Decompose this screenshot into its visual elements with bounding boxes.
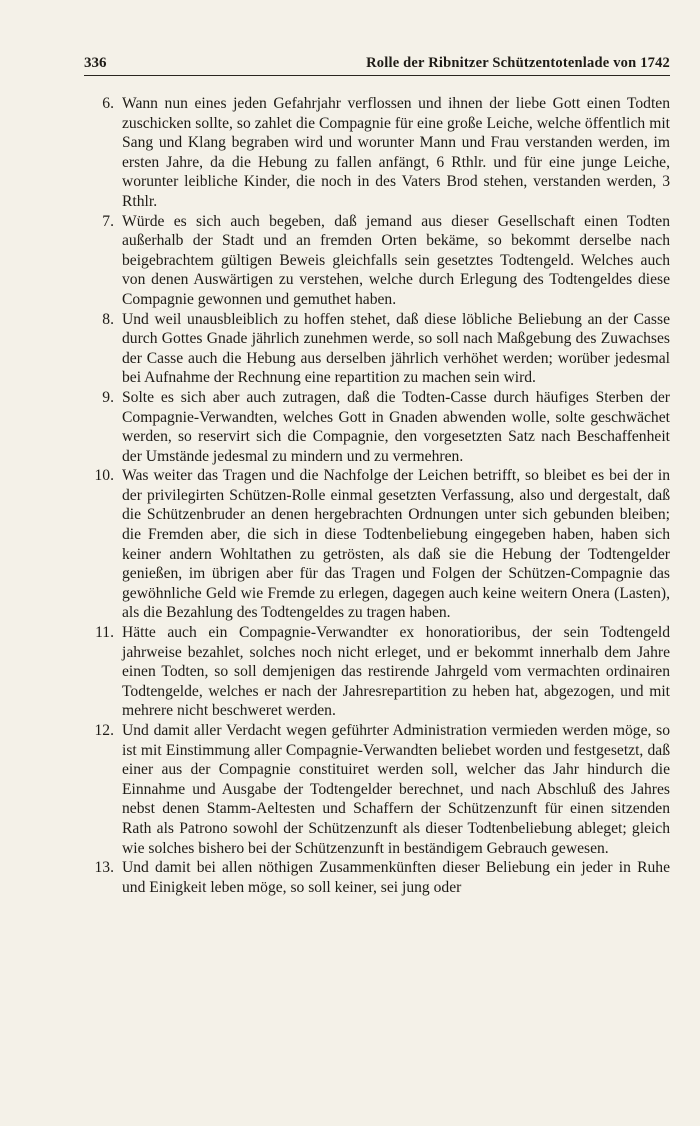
article-7 [84, 212, 670, 310]
article-number: 6. [102, 95, 114, 112]
article-text: Und weil unausbleiblich zu hoffen stehet, daß diese löbliche Beliebung an der Casse durch Gottes Gnade jährlich zunehmen werde, so soll nach Maßgebung des Zuwachses der Casse auch die Hebung aus derselben jährlich verhöhet werden; worüber jedesmal bei Aufnahme der Rechnung eine repartition zu machen sein wird. [122, 310, 670, 387]
article-text: Was weiter das Tragen und die Nachfolge der Leichen betrifft, so bleibet es bei der in der privilegirten Schützen-Rolle einmal gesetzten Verfassung, also und dergestalt, daß die Schützenbruder an denen hergebrachten Ordnungen unter sich gebunden bleiben; die Fremden aber, die sich in diese Todtenbeliebung eingegeben haben, haben sich keiner andern Wohltathen zu getrösten, als daß sie die Hebung der Todtengelder genießen, im übrigen aber für das Tragen und Folgen der Schützen-Compagnie das gewöhnliche Geld wie Fremde zu erlegen, dagegen auch keine weitern Onera (Lasten), als die Bezahlung des Todtengeldes zu tragen haben. [122, 467, 670, 622]
article-13 [84, 858, 670, 897]
article-number: 7. [102, 212, 114, 230]
article-list [84, 94, 670, 897]
article-text: Und damit bei allen nöthigen Zusammenkünften dieser Beliebung ein jeder in Ruhe und Einigkeit leben möge, so soll keiner, sei jung oder [122, 859, 670, 896]
article-number: 12. [94, 722, 114, 739]
article-text: Hätte auch ein Compagnie-Verwandter ex honoratioribus, der sein Todtengeld jahrweise bezahlet, solches noch nicht erleget, und er bekommt innerhalb dem Jahre einen Todten, so soll demjenigen das restirende Jahrgeld vom vermachten ordinairen Todtengelde, welches er nach der Jahresrepartition zu heben hat, abgezogen, und mit mehrere nicht beschweret werden. [122, 624, 670, 720]
article-12 [84, 721, 670, 858]
article-text: Und damit aller Verdacht wegen geführter Administration vermieden werden möge, so ist mit Einstimmung aller Compagnie-Verwandten beliebet worden und festgesetzt, daß einer aus der Compagnie constituiret werden soll, welcher das Jahr hindurch die Einnahme und Ausgabe der Todtengelder berechnet, und nach Abschluß des Jahres nebst denen Stamm-Aeltesten und Schaffern der Schützenzunft für einen sitzenden Rath als Patrono sowohl der Schützenzunft als dieser Todtenbeliebung ableget; gleich wie solches bishero bei der Schützenzunft in beständigem Gebrauch gewesen. [122, 722, 670, 857]
running-title: Rolle der Ribnitzer Schützentotenlade von 1742 [366, 55, 670, 71]
page-header [84, 53, 670, 76]
article-number: 13. [94, 859, 114, 877]
page-number: 336 [84, 55, 107, 71]
article-text: Würde es sich auch begeben, daß jemand aus dieser Gesellschaft einen Todten außerhalb der Stadt und an fremden Orten bekäme, so bekommt derselbe nach beigebrachtem gültigen Beweis gleichfalls sein gesetztes Todtengeld. Welches auch von denen Auswärtigen zu verstehen, welche durch Erlegung des Todtengeldes diese Compagnie gewonnen und gemuthet haben. [122, 212, 670, 308]
article-number: 10. [94, 467, 114, 485]
article-8 [84, 310, 670, 388]
article-number: 11. [95, 624, 114, 642]
article-number: 9. [102, 388, 114, 406]
article-10 [84, 466, 670, 623]
article-text: Wann nun eines jeden Gefahrjahr verflossen und ihnen der liebe Gott einen Todten zuschicken sollte, so zahlet die Compagnie für eine große Leiche, welche öffentlich mit Sang und Klang begraben wird und worunter Mann und Frau verstanden werden, im ersten Jahre, da die Hebung zu fallen anfängt, 6 Rthlr. und für eine junge Leiche, worunter leibliche Kinder, die noch in des Vaters Brod stehen, verstanden werden, 3 Rthlr. [122, 95, 670, 210]
article-9 [84, 388, 670, 466]
article-number: 8. [102, 310, 114, 328]
article-6 [84, 94, 670, 212]
article-11 [84, 623, 670, 721]
article-text: Solte es sich aber auch zutragen, daß die Todten-Casse durch häufiges Sterben der Compagnie-Verwandten, welches Gott in Gnaden abwenden wolle, solte geschwächet werden, so reservirt sich die Compagnie, den vorgesetzten Satz nach Beschaffenheit der Umstände jedesmal zu mindern und zu vermehren. [122, 388, 670, 465]
